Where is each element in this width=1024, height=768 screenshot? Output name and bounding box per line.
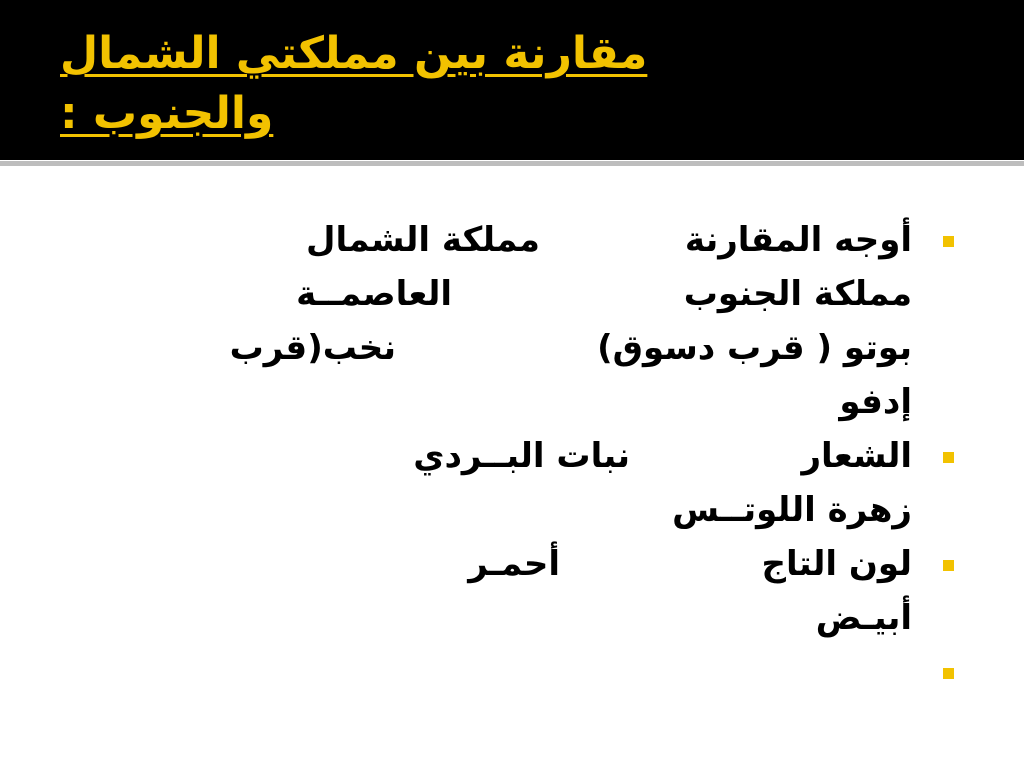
header-north: مملكة الشمال (305, 220, 540, 260)
comparison-row-capital (114, 267, 912, 321)
list-item-emblem (114, 429, 954, 537)
list-item-header (114, 213, 954, 429)
empty-row (114, 645, 912, 699)
capital-aspect: العاصمــة (296, 274, 452, 314)
comparison-row-capital-wrap (114, 375, 912, 429)
capital-south: نخب(قرب (229, 328, 396, 368)
crown-north: أحمـر (468, 544, 560, 584)
list-item-empty (114, 645, 954, 699)
comparison-list (114, 213, 954, 699)
slide-title-line-2: والجنوب : (60, 88, 274, 139)
emblem-north: نبات البــردي (413, 436, 630, 476)
emblem-aspect: الشعار (801, 436, 912, 476)
comparison-row-capital-values (114, 321, 912, 375)
slide-title-line-1: مقارنة بين مملكتي الشمال (60, 28, 648, 79)
comparison-header-row (114, 213, 912, 267)
capital-north: بوتو ( قرب دسوق) (597, 328, 912, 368)
crown-south: أبيـض (815, 598, 912, 638)
crown-aspect: لون التاج (761, 544, 912, 584)
bullet-icon (943, 560, 954, 571)
capital-south-wrap: إدفو (839, 382, 912, 422)
comparison-row-emblem-wrap (114, 483, 912, 537)
header-south: مملكة الجنوب (683, 274, 912, 314)
capital-south-part1 (230, 321, 396, 375)
comparison-row-crown (114, 537, 912, 591)
bullet-icon (943, 236, 954, 247)
title-divider (0, 161, 1024, 166)
bullet-icon (943, 668, 954, 679)
comparison-row-emblem (114, 429, 912, 483)
comparison-row-crown-wrap (114, 591, 912, 645)
bullet-icon (943, 452, 954, 463)
header-aspect: أوجه المقارنة (684, 220, 912, 260)
emblem-south: زهرة اللوتــس (672, 490, 912, 530)
list-item-crown (114, 537, 954, 645)
slide-title (60, 24, 820, 144)
